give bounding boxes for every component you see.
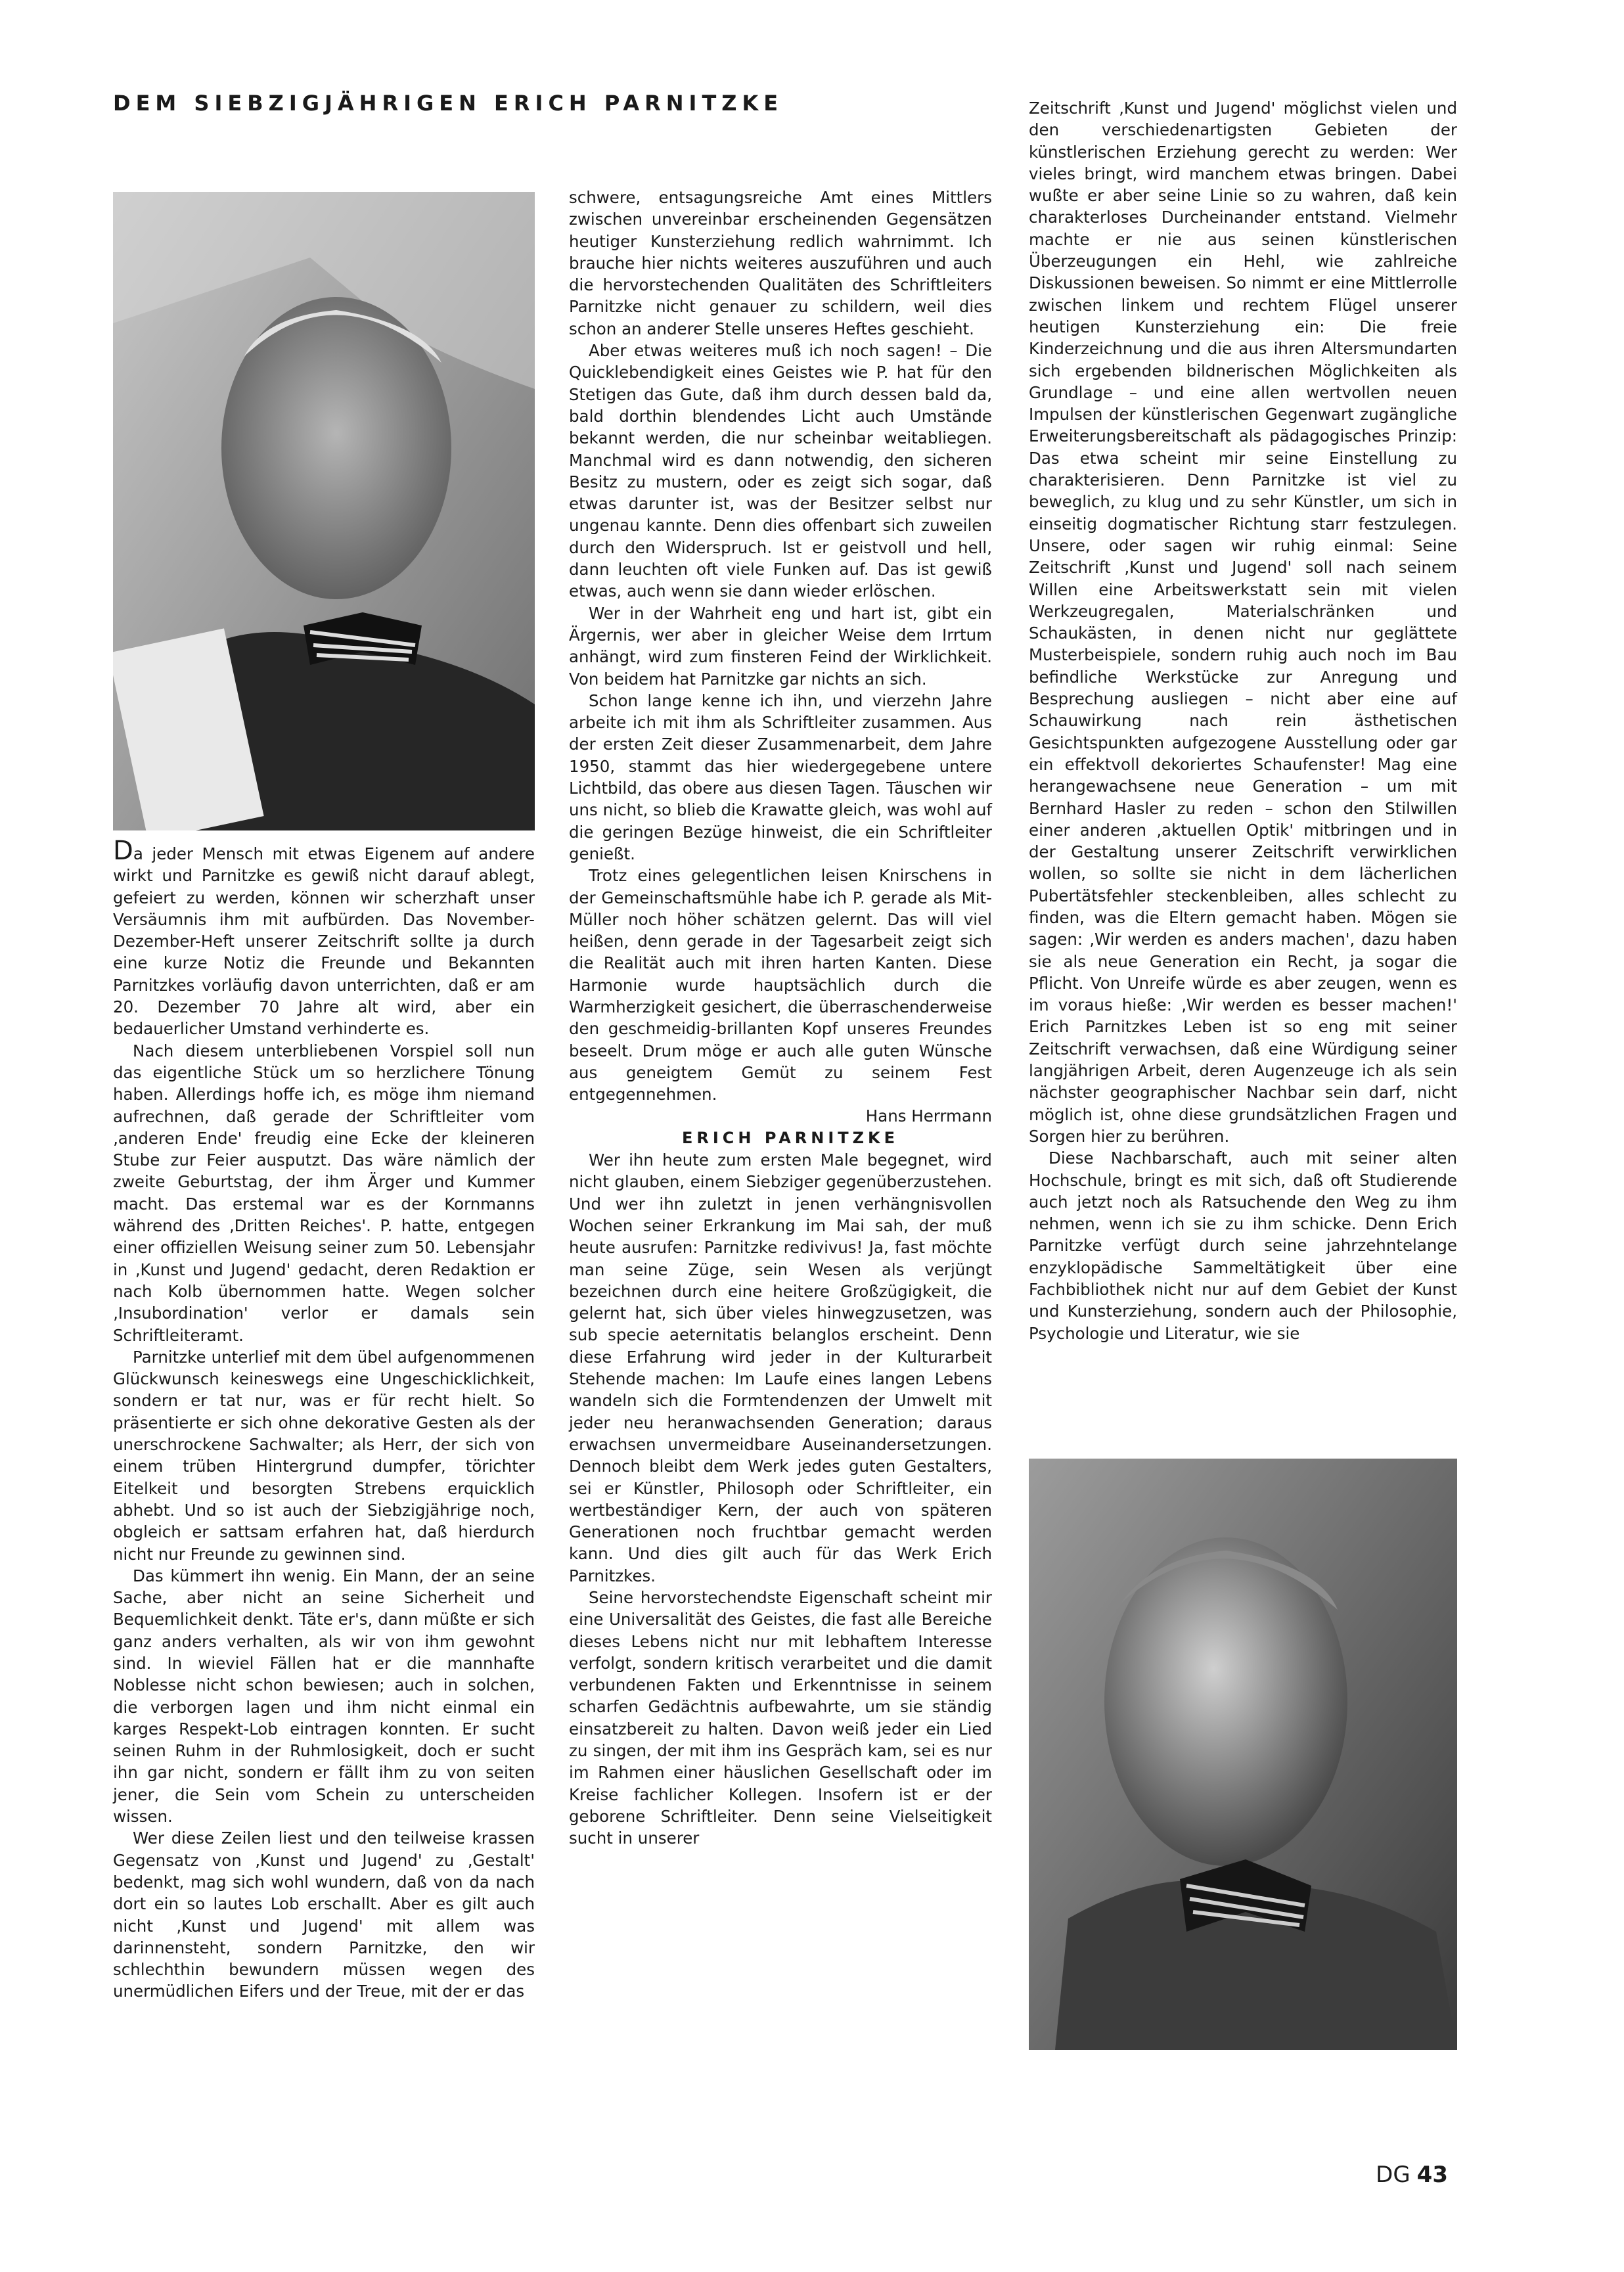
paragraph: schwere, entsagungsreiche Amt eines Mittlers zwischen unvereinbar erscheinenden Gegensätzen heutiger Kunsterziehung redlich wahrnimmt. Ich brauche hier nichts weiteres auszuführen und auch die hervorstechenden Qualitäten des Schriftleiters Parnitzke nicht genauer zu schildern, weil dies schon an anderer Stelle unseres Heftes geschieht.: [569, 188, 992, 338]
portrait-photo-bottom-graphic: [1029, 1459, 1457, 2050]
paragraph: Diese Nachbarschaft, auch mit seiner alten Hochschule, bringt es mit sich, daß oft Studierende auch jetzt noch als Ratsuchende den Weg zu ihm nehmen, wenn ich sie zu ihm schicke. Denn Erich Parnitzke verfügt durch seine jahrzehntelange enzyklopädische Sammeltätigkeit über eine Fachbibliothek nicht nur auf dem Gebiet der Kunst und Kunsterziehung, sondern auch der Philosophie, Psychologie und Literatur, wie sie: [1029, 1148, 1457, 1343]
headline: DEM SIEBZIGJÄHRIGEN ERICH PARNITZKE: [113, 91, 784, 116]
paragraph: Zeitschrift ‚Kunst und Jugend' möglichst vielen und den verschiedenartigsten Gebieten der künstlerischen Erziehung gerecht zu werden: Wer vieles bringt, wird manchem etwas bringen. Dabei wußte er aber seine Linie so zu wahren, daß kein charakterloses Durcheinander entstand. Vielmehr machte er nie aus seinen künstlerischen Überzeugungen ein Hehl, wie zahlreiche Diskussionen beweisen. So nimmt er eine Mittlerrolle zwischen linkem und rechtem Flügel unserer heutigen Kunsterziehung ein: Die freie Kinderzeichnung und die aus ihren Altersmundarten sich ergebenden bildnerischen Möglichkeiten als Grundlage – und eine allen wertvollen neuen Impulsen der künstlerischen Gegenwart zugängliche Erweiterungsbereitschaft als pädagogisches Prinzip: Das etwa scheint mir seine Einstellung zu charakterisieren. Denn Parnitzke ist viel zu beweglich, zu klug und zu sehr Künstler, um sich in einseitig dogmatischer Richtung starr festzulegen. Unsere, oder sagen wir ruhig einmal: Seine Zeitschrift ‚Kunst und Jugend' soll nach seinem Willen eine Arbeitswerkstatt sein mit vielen Werkzeugregalen, Materialschränken und Schaukästen, in denen nicht nur geglättete Musterbeispiele, sondern ruhig auch noch im Bau befindliche Werkstücke zur Anregung und Besprechung ausliegen – nicht aber eine auf Schauwirkung nach rein ästhetischen Gesichtspunkten aufgezogene Ausstellung oder gar ein effektvoll dekoriertes Schaufenster! Mag eine herangewachsene neue Generation – um mit Bernhard Hasler zu reden – schon den Stilwillen einer anderen ‚aktuellen Optik' mitbringen und in der Gestaltung unserer Zeitschrift verwirklichen wollen, so sollte sie nicht in dem lächerlichen Pubertätsfehler steckenbleiben, alles schlecht zu finden, was die Eltern gemacht haben. Mögen sie sagen: ‚Wir werden es anders machen', dazu haben sie als neue Generation ein Recht, ja sogar die Pflicht. Von Unreife würde es aber zeugen, wenn es im voraus hieße: ‚Wir werden es besser machen!' Erich Parnitzkes Leben ist so eng mit seiner Zeitschrift verwachsen, daß eine Würdigung seiner langjährigen Arbeit, deren Augenzeuge ich als sein nächster geographischer Nachbar sein darf, nicht möglich ist, ohne diese grundsätzlichen Fragen und Sorgen hier zu berühren.: [1029, 99, 1457, 1146]
page-footer: [1376, 2162, 1448, 2188]
drop-cap: D: [113, 836, 133, 866]
page-number: 43: [1416, 2162, 1448, 2188]
author-signature: Hans Herrmann: [865, 1106, 992, 1126]
paragraph: Schon lange kenne ich ihn, und vierzehn Jahre arbeite ich mit ihm als Schriftleiter zusammen. Aus der ersten Zeit dieser Zusammenarbeit, dem Jahre 1950, stammt das hier wiedergegebene untere Lichtbild, das obere aus diesen Tagen. Täuschen wir uns nicht, so blieb die Krawatte gleich, was wohl auf die geringen Bezüge hinweist, die ein Schriftleiter genießt.: [569, 691, 992, 863]
text-column-1: [113, 836, 535, 2003]
paragraph: Wer ihn heute zum ersten Male begegnet, wird nicht glauben, einem Siebziger gegenüberzustehen. Und wer ihn zuletzt in jenen verhängnisvollen Wochen seiner Erkrankung im Mai sah, der muß heute ausrufen: Parnitzke redivivus! Ja, fast möchte man seine Züge, sein Wesen als verjüngt bezeichnen durch eine heitere Großzügigkeit, die gelernt hat, sich über vieles hinwegzusetzen, was sub specie aeternitatis belanglos erscheint. Denn diese Erfahrung wird jeder in der Kulturarbeit Stehende machen: Im Laufe eines langen Lebens wandeln sich die Formtendenzen der Umwelt mit jeder neu heranwachsenden Generation; daraus erwachsen unvermeidbare Auseinandersetzungen. Dennoch bleibt dem Werk jedes guten Gestalters, sei er Künstler, Philosoph oder Schriftleiter, ein wertbeständiger Kern, der auch von späteren Generationen noch fruchtbar gemacht werden kann. Und dies gilt auch für das Werk Erich Parnitzkes.: [569, 1150, 992, 1585]
paragraph: Seine hervorstechendste Eigenschaft scheint mir eine Universalität des Geistes, die fast alle Bereiche dieses Lebens nicht nur mit lebhaftem Interesse verfolgt, sondern kritisch verarbeitet und die damit verbundenen Fakten und Erkenntnisse in seinem scharfen Gedächtnis aufbewahrte, um sie ständig einsatzbereit zu halten. Davon weiß jeder ein Lied zu singen, der mit ihm ins Gespräch kam, sei es nur im Rahmen einer häuslichen Gesellschaft oder im Kreise fachlicher Kollegen. Insofern ist er der geborene Schriftleiter. Denn seine Vielseitigkeit sucht in unserer: [569, 1588, 992, 1848]
paragraph: Parnitzke unterlief mit dem übel aufgenommenen Glückwunsch keineswegs eine Ungeschicklichkeit, sondern er tat nur, was er für recht hielt. So präsentierte er sich ohne dekorative Gesten als der unerschrockene Sachwalter; als Herr, der sich von einem trüben Hintergrund dumpfer, törichter Eitelkeit und besorgten Strebens erquicklich abhebt. Und so ist auch der Siebzigjährige noch, obgleich er sattsam erfahren hat, daß hierdurch nicht nur Freunde zu gewinnen sind.: [113, 1347, 535, 1564]
text-column-2: [569, 187, 992, 1850]
paragraph-text: a jeder Mensch mit etwas Eigenem auf andere wirkt und Parnitzke es gewiß nicht darauf ablegt, gefeiert zu werden, können wir scherzhaft unser Versäumnis ihm mit aufbürden. Das November-Dezember-Heft unserer Zeitschrift sollte ja durch eine kurze Notiz die Freunde und Bekannten Parnitzkes vorläufig davon unterrichten, daß er am 20. Dezember 70 Jahre alt wird, aber ein bedauerlicher Umstand verhinderte es.: [113, 844, 535, 1039]
paragraph: Aber etwas weiteres muß ich noch sagen! – Die Quicklebendigkeit eines Geistes wie P. hat für den Stetigen das Gute, daß ihm durch dessen bald da, bald dorthin blendendes Licht auch Umstände bekannt werden, die nur scheinbar weitabliegen. Manchmal wird es dann notwendig, den sicheren Besitz zu mustern, oder es zeigt sich sogar, daß etwas darunter ist, was der Besitzer selbst nur ungenau kannte. Denn dies offenbart sich zuweilen durch den Widerspruch. Ist er geistvoll und hell, dann leuchten oft viele Funken auf. Das ist gewiß etwas, auch wenn sie dann wieder erlöschen.: [569, 341, 992, 601]
subheading: ERICH PARNITZKE: [681, 1128, 899, 1147]
portrait-photo-top: [113, 192, 535, 830]
paragraph: Das kümmert ihn wenig. Ein Mann, der an seine Sache, aber nicht an seine Sicherheit und Bequemlichkeit denkt. Täte er's, dann müßte er sich ganz anders verhalten, als wir von ihm gewohnt sind. In wieviel Fällen hat er die mannhafte Noblesse nicht schon bewiesen; auch in solchen, die verborgen lagen und ihm nicht einmal ein karges Respekt-Lob eintragen konnten. Er sucht seinen Ruhm in der Ruhmlosigkeit, doch er sucht ihn gar nicht, sondern er fällt ihm zu von seiten jener, die Sein vom Schein zu unterscheiden wissen.: [113, 1566, 535, 1827]
text-column-3: [1029, 97, 1457, 1344]
paragraph: Trotz eines gelegentlichen leisen Knirschens in der Gemeinschaftsmühle habe ich P. gerade als Mit-Müller noch höher schätzen gelernt. Das will viel heißen, denn gerade in der Tagesarbeit zeigt sich die Realität auch mit ihren harten Kanten. Diese Harmonie wurde hauptsächlich durch die Warmherzigkeit gesichert, die überraschenderweise den geschmeidig-brillanten Kopf unseres Freundes beseelt. Drum möge er auch alle guten Wünsche aus geneigtem Gemüt zu seinem Fest entgegennehmen.: [569, 866, 992, 1104]
paragraph: Wer in der Wahrheit eng und hart ist, gibt ein Ärgernis, wer aber in gleicher Weise dem Irrtum anhängt, wird zum finsteren Feind der Wirklichkeit. Von beidem hat Parnitzke gar nichts an sich.: [569, 603, 992, 689]
paragraph: Nach diesem unterbliebenen Vorspiel soll nun das eigentliche Stück um so herzlichere Tönung haben. Allerdings hoffe ich, es möge ihm niemand aufrechnen, daß gerade der Schriftleiter vom ‚anderen Ende' freudig eine Ecke der kleineren Stube zur Feier ausputzt. Das wäre nämlich der zweite Geburtstag, der ihm Ärger und Kummer macht. Das erstemal war es der Kornmanns während des ‚Dritten Reiches'. P. hatte, entgegen einer offiziellen Weisung seiner zum 50. Lebensjahr in ‚Kunst und Jugend' gedacht, deren Redaktion er nach Kolb übernommen hatte. Wegen solcher ‚Insubordination' verlor er damals sein Schriftleiteramt.: [113, 1041, 535, 1345]
paragraph: [113, 836, 535, 1040]
portrait-photo-top-graphic: [113, 192, 535, 830]
journal-abbrev: DG: [1376, 2162, 1410, 2188]
signature-line: [569, 1105, 992, 1127]
paragraph: Wer diese Zeilen liest und den teilweise krassen Gegensatz von ‚Kunst und Jugend' zu ‚Gestalt' bedenkt, mag sich wohl wundern, daß von da nach dort ein so lautes Lob erschallt. Aber es gilt auch nicht ‚Kunst und Jugend' mit allem was darinnensteht, sondern Parnitzke, den wir schlechthin bewundern müssen wegen des unermüdlichen Eifers und der Treue, mit der er das: [113, 1829, 535, 2001]
portrait-photo-bottom: [1029, 1459, 1457, 2050]
